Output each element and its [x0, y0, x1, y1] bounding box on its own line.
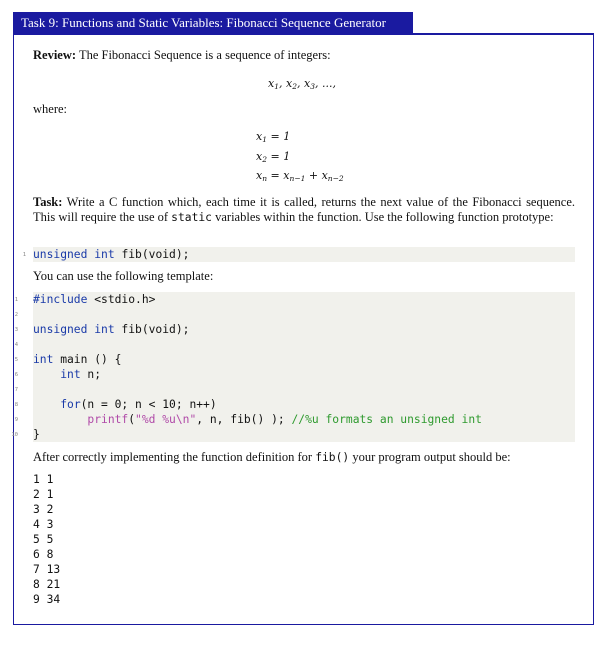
- code-line: int n;: [60, 368, 102, 381]
- code-line-number: 10: [11, 432, 18, 438]
- code-line: }: [33, 428, 40, 441]
- equation-x1: $x_1 = 1$: [256, 130, 291, 144]
- output-intro-after: your program output should be:: [352, 450, 511, 464]
- output-line: 9 34: [33, 593, 61, 606]
- where-text: where:: [33, 102, 68, 116]
- code-line-number: 9: [14, 417, 18, 423]
- prototype-name: fib: [121, 248, 142, 261]
- output-line: 7 13: [33, 563, 61, 576]
- equation-x2: $x_2 = 1$: [256, 150, 291, 164]
- code-line-number: 7: [14, 387, 18, 393]
- output-line: 5 5: [33, 533, 54, 546]
- code-line-number: 1: [14, 297, 18, 303]
- code-line-number: 4: [14, 342, 18, 348]
- prototype-line-number: 1: [22, 252, 26, 258]
- fib-call-code: fib(): [315, 451, 350, 464]
- task-label: Task:: [33, 195, 63, 209]
- task-paragraph: [33, 195, 575, 225]
- review-text: The Fibonacci Sequence is a sequence of integers:: [78, 48, 331, 62]
- prototype-line: [33, 248, 189, 262]
- template-code-block: [33, 292, 575, 442]
- output-line: 1 1: [33, 473, 54, 486]
- output-intro: [33, 450, 511, 466]
- code-line-number: 5: [14, 357, 18, 363]
- task-title: Task 9: Functions and Static Variables: Fibonacci Sequence Generator: [13, 12, 413, 34]
- code-line-number: 6: [14, 372, 18, 378]
- review-paragraph: [33, 48, 331, 63]
- output-line: 2 1: [33, 488, 54, 501]
- prototype-code-block: [33, 247, 575, 262]
- task-text-after: variables within the function. Use the following function prototype:: [215, 209, 554, 224]
- program-output: [33, 472, 60, 607]
- prototype-params: (void);: [141, 248, 190, 261]
- review-label: Review:: [33, 48, 77, 62]
- code-line-number: 2: [14, 312, 18, 318]
- output-line: 4 3: [33, 518, 54, 531]
- output-line: 8 21: [33, 578, 61, 591]
- code-line: int main () {: [33, 353, 122, 366]
- output-intro-before: After correctly implementing the function definition for: [33, 450, 313, 464]
- code-line-number: 3: [14, 327, 18, 333]
- template-intro: You can use the following template:: [33, 269, 214, 283]
- code-line: #include <stdio.h>: [33, 293, 156, 306]
- code-line: printf("%d %u\n", n, fib() ); //%u formats an unsigned int: [87, 413, 482, 426]
- output-line: 3 2: [33, 503, 54, 516]
- equation-xn: $x_n = x_{n-1} + x_{n-2}$: [256, 169, 344, 183]
- code-line: unsigned int fib(void);: [33, 323, 190, 336]
- task-text-before: Write a C function which, each time it is called, returns the next value of the Fibonacci sequence. This will require the use of: [33, 195, 575, 224]
- code-line: for(n = 0; n < 10; n++): [60, 398, 217, 411]
- sequence-formula: $x_1$, $x_2$, $x_3$, ...,: [268, 77, 336, 91]
- code-line-number: 8: [14, 402, 18, 408]
- prototype-type: unsigned int: [33, 248, 115, 261]
- static-keyword: static: [171, 210, 212, 224]
- output-line: 6 8: [33, 548, 54, 561]
